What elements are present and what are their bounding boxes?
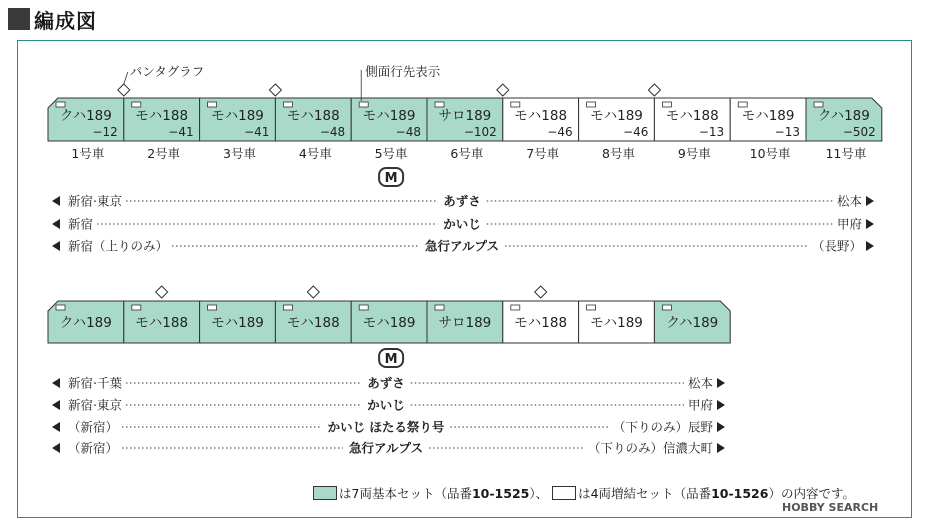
top-pantograph-leader [124, 72, 128, 84]
bottom-route-3-right-arrow-icon [717, 422, 725, 432]
bottom-route-2-train-name: かいじ [367, 397, 405, 413]
top-car-2-type: モハ188 [135, 108, 189, 124]
top-car-3-door-window [208, 102, 217, 107]
bottom-car-4-type: モハ188 [286, 315, 340, 331]
legend-white-code: 10-1526 [711, 485, 769, 501]
bottom-pantograph-2-icon [156, 286, 168, 298]
legend-mid-text: ）、 [529, 486, 549, 501]
top-route-3-left-arrow-icon [52, 241, 60, 251]
top-pantograph-8-icon [648, 84, 660, 96]
top-route-2-destination: 甲府 [836, 216, 862, 232]
top-car-2-position: 2号車 [147, 146, 181, 161]
top-car-1-type: クハ189 [59, 108, 112, 124]
top-car-3-number: −41 [244, 125, 270, 139]
top-car-8-number: −46 [623, 125, 649, 139]
top-car-5-type: モハ189 [362, 108, 416, 124]
top-route-3-destination: （長野） [811, 238, 862, 254]
top-car-11-number: −502 [842, 125, 876, 139]
annotation-pantograph: パンタグラフ [129, 64, 205, 79]
bottom-car-2-type: モハ188 [135, 315, 189, 331]
bottom-car-6-door-window [435, 305, 444, 310]
top-car-2-door-window [132, 102, 141, 107]
bottom-route-3-train-name: かいじ ほたる祭り号 [327, 419, 445, 435]
top-route-1-destination: 松本 [836, 193, 862, 209]
top-car-10-type: モハ189 [741, 108, 795, 124]
legend-end-text: ）の内容です。 [768, 486, 855, 501]
legend-white-text: は4両増結セット（品番 [578, 486, 712, 501]
bottom-route-1-left-arrow-icon [52, 378, 60, 388]
bottom-car-9-type: クハ189 [666, 315, 719, 331]
bottom-car-3-type: モハ189 [211, 315, 264, 331]
bottom-route-1-destination: 松本 [687, 375, 713, 391]
bottom-route-1-origin: 新宿·千葉 [68, 375, 122, 391]
bottom-car-7-type: モハ188 [514, 315, 568, 331]
top-car-10-door-window [738, 102, 747, 107]
top-car-7-type: モハ188 [514, 108, 568, 124]
legend-green-code: 10-1525 [471, 485, 530, 501]
top-car-6-number: −102 [463, 125, 497, 139]
top-car-5-number: −48 [395, 125, 421, 139]
top-car-10-number: −13 [774, 125, 800, 139]
top-route-1-right-arrow-icon [866, 196, 874, 206]
bottom-car-2-door-window [132, 305, 141, 310]
top-route-2-train-name: かいじ [443, 216, 481, 232]
page-title: 編成図 [34, 8, 97, 33]
bottom-car-8-type: モハ189 [590, 315, 643, 331]
bottom-car-9-door-window [662, 305, 671, 310]
top-pantograph-1-icon [118, 84, 130, 96]
top-car-5-door-window [359, 102, 368, 107]
top-car-1-position: 1号車 [71, 146, 105, 161]
bottom-pantograph-4-icon [307, 286, 319, 298]
top-car-11-position: 11号車 [825, 146, 867, 161]
bottom-route-2-origin: 新宿·東京 [68, 397, 122, 413]
bottom-car-7-door-window [511, 305, 520, 310]
bottom-motor-badge-label: M [384, 352, 398, 367]
annotation-destination-display: 側面行先表示 [365, 64, 441, 79]
bottom-car-8-door-window [587, 305, 596, 310]
bottom-car-5-door-window [359, 305, 368, 310]
top-route-1-left-arrow-icon [52, 196, 60, 206]
top-car-10-position: 10号車 [749, 146, 791, 161]
bottom-route-4-train-name: 急行アルプス [348, 440, 424, 456]
top-route-2-right-arrow-icon [866, 219, 874, 229]
bottom-car-4-door-window [283, 305, 292, 310]
top-car-9-position: 9号車 [677, 146, 711, 161]
bottom-car-1-door-window [56, 305, 65, 310]
top-pantograph-3-icon [269, 84, 281, 96]
bottom-route-2-destination: 甲府 [687, 397, 713, 413]
bottom-route-2-right-arrow-icon [717, 400, 725, 410]
top-route-2-origin: 新宿 [68, 216, 94, 232]
top-car-4-position: 4号車 [298, 146, 332, 161]
bottom-route-4-left-arrow-icon [52, 443, 60, 453]
top-car-3-type: モハ189 [211, 108, 264, 124]
legend-green-swatch [313, 486, 337, 500]
top-motor-badge-label: M [384, 171, 398, 186]
top-car-9-type: モハ188 [665, 108, 719, 124]
top-car-9-number: −13 [698, 125, 725, 139]
bottom-route-1-right-arrow-icon [717, 378, 725, 388]
top-car-7-position: 7号車 [526, 146, 560, 161]
top-car-11-door-window [814, 102, 823, 107]
bottom-route-2-left-arrow-icon [52, 400, 60, 410]
legend [313, 484, 855, 502]
top-pantograph-6-icon [497, 84, 509, 96]
bottom-route-4-destination: （下りのみ）信濃大町 [587, 440, 713, 456]
bottom-car-6-type: サロ189 [438, 315, 492, 331]
bottom-route-3-destination: （下りのみ）辰野 [612, 419, 713, 435]
watermark: HOBBY SEARCH [782, 501, 879, 514]
top-car-6-type: サロ189 [438, 108, 492, 124]
top-car-3-position: 3号車 [223, 146, 256, 161]
top-car-11-type: クハ189 [817, 108, 870, 124]
top-car-8-position: 8号車 [602, 146, 635, 161]
top-car-4-type: モハ188 [286, 108, 340, 124]
bottom-pantograph-7-icon [535, 286, 547, 298]
top-route-3-train-name: 急行アルプス [424, 238, 500, 254]
legend-green-text: は7両基本セット（品番 [339, 486, 472, 501]
top-car-1-number: −12 [92, 125, 118, 139]
bottom-car-5-type: モハ189 [362, 315, 416, 331]
top-car-7-door-window [511, 102, 520, 107]
top-car-4-number: −48 [319, 125, 346, 139]
bottom-car-3-door-window [208, 305, 217, 310]
bottom-route-3-origin: （新宿） [68, 419, 119, 435]
top-car-6-door-window [435, 102, 444, 107]
top-car-8-door-window [587, 102, 596, 107]
top-route-3-origin: 新宿（上りのみ） [68, 238, 169, 254]
top-route-3-right-arrow-icon [866, 241, 874, 251]
top-car-7-number: −46 [547, 125, 573, 139]
bottom-route-1-train-name: あずさ [367, 375, 405, 391]
bottom-route-3-left-arrow-icon [52, 422, 60, 432]
top-car-1-door-window [56, 102, 65, 107]
top-route-1-train-name: あずさ [443, 193, 481, 209]
legend-white-swatch [552, 486, 576, 500]
top-route-1-origin: 新宿·東京 [68, 193, 122, 209]
bottom-route-4-right-arrow-icon [717, 443, 725, 453]
top-car-9-door-window [662, 102, 671, 107]
bottom-route-4-origin: （新宿） [68, 440, 119, 456]
top-car-5-position: 5号車 [374, 146, 408, 161]
top-route-2-left-arrow-icon [52, 219, 60, 229]
top-car-4-door-window [283, 102, 292, 107]
bottom-car-1-type: クハ189 [59, 315, 112, 331]
top-car-6-position: 6号車 [450, 146, 484, 161]
top-car-8-type: モハ189 [590, 108, 643, 124]
top-car-2-number: −41 [168, 125, 194, 139]
